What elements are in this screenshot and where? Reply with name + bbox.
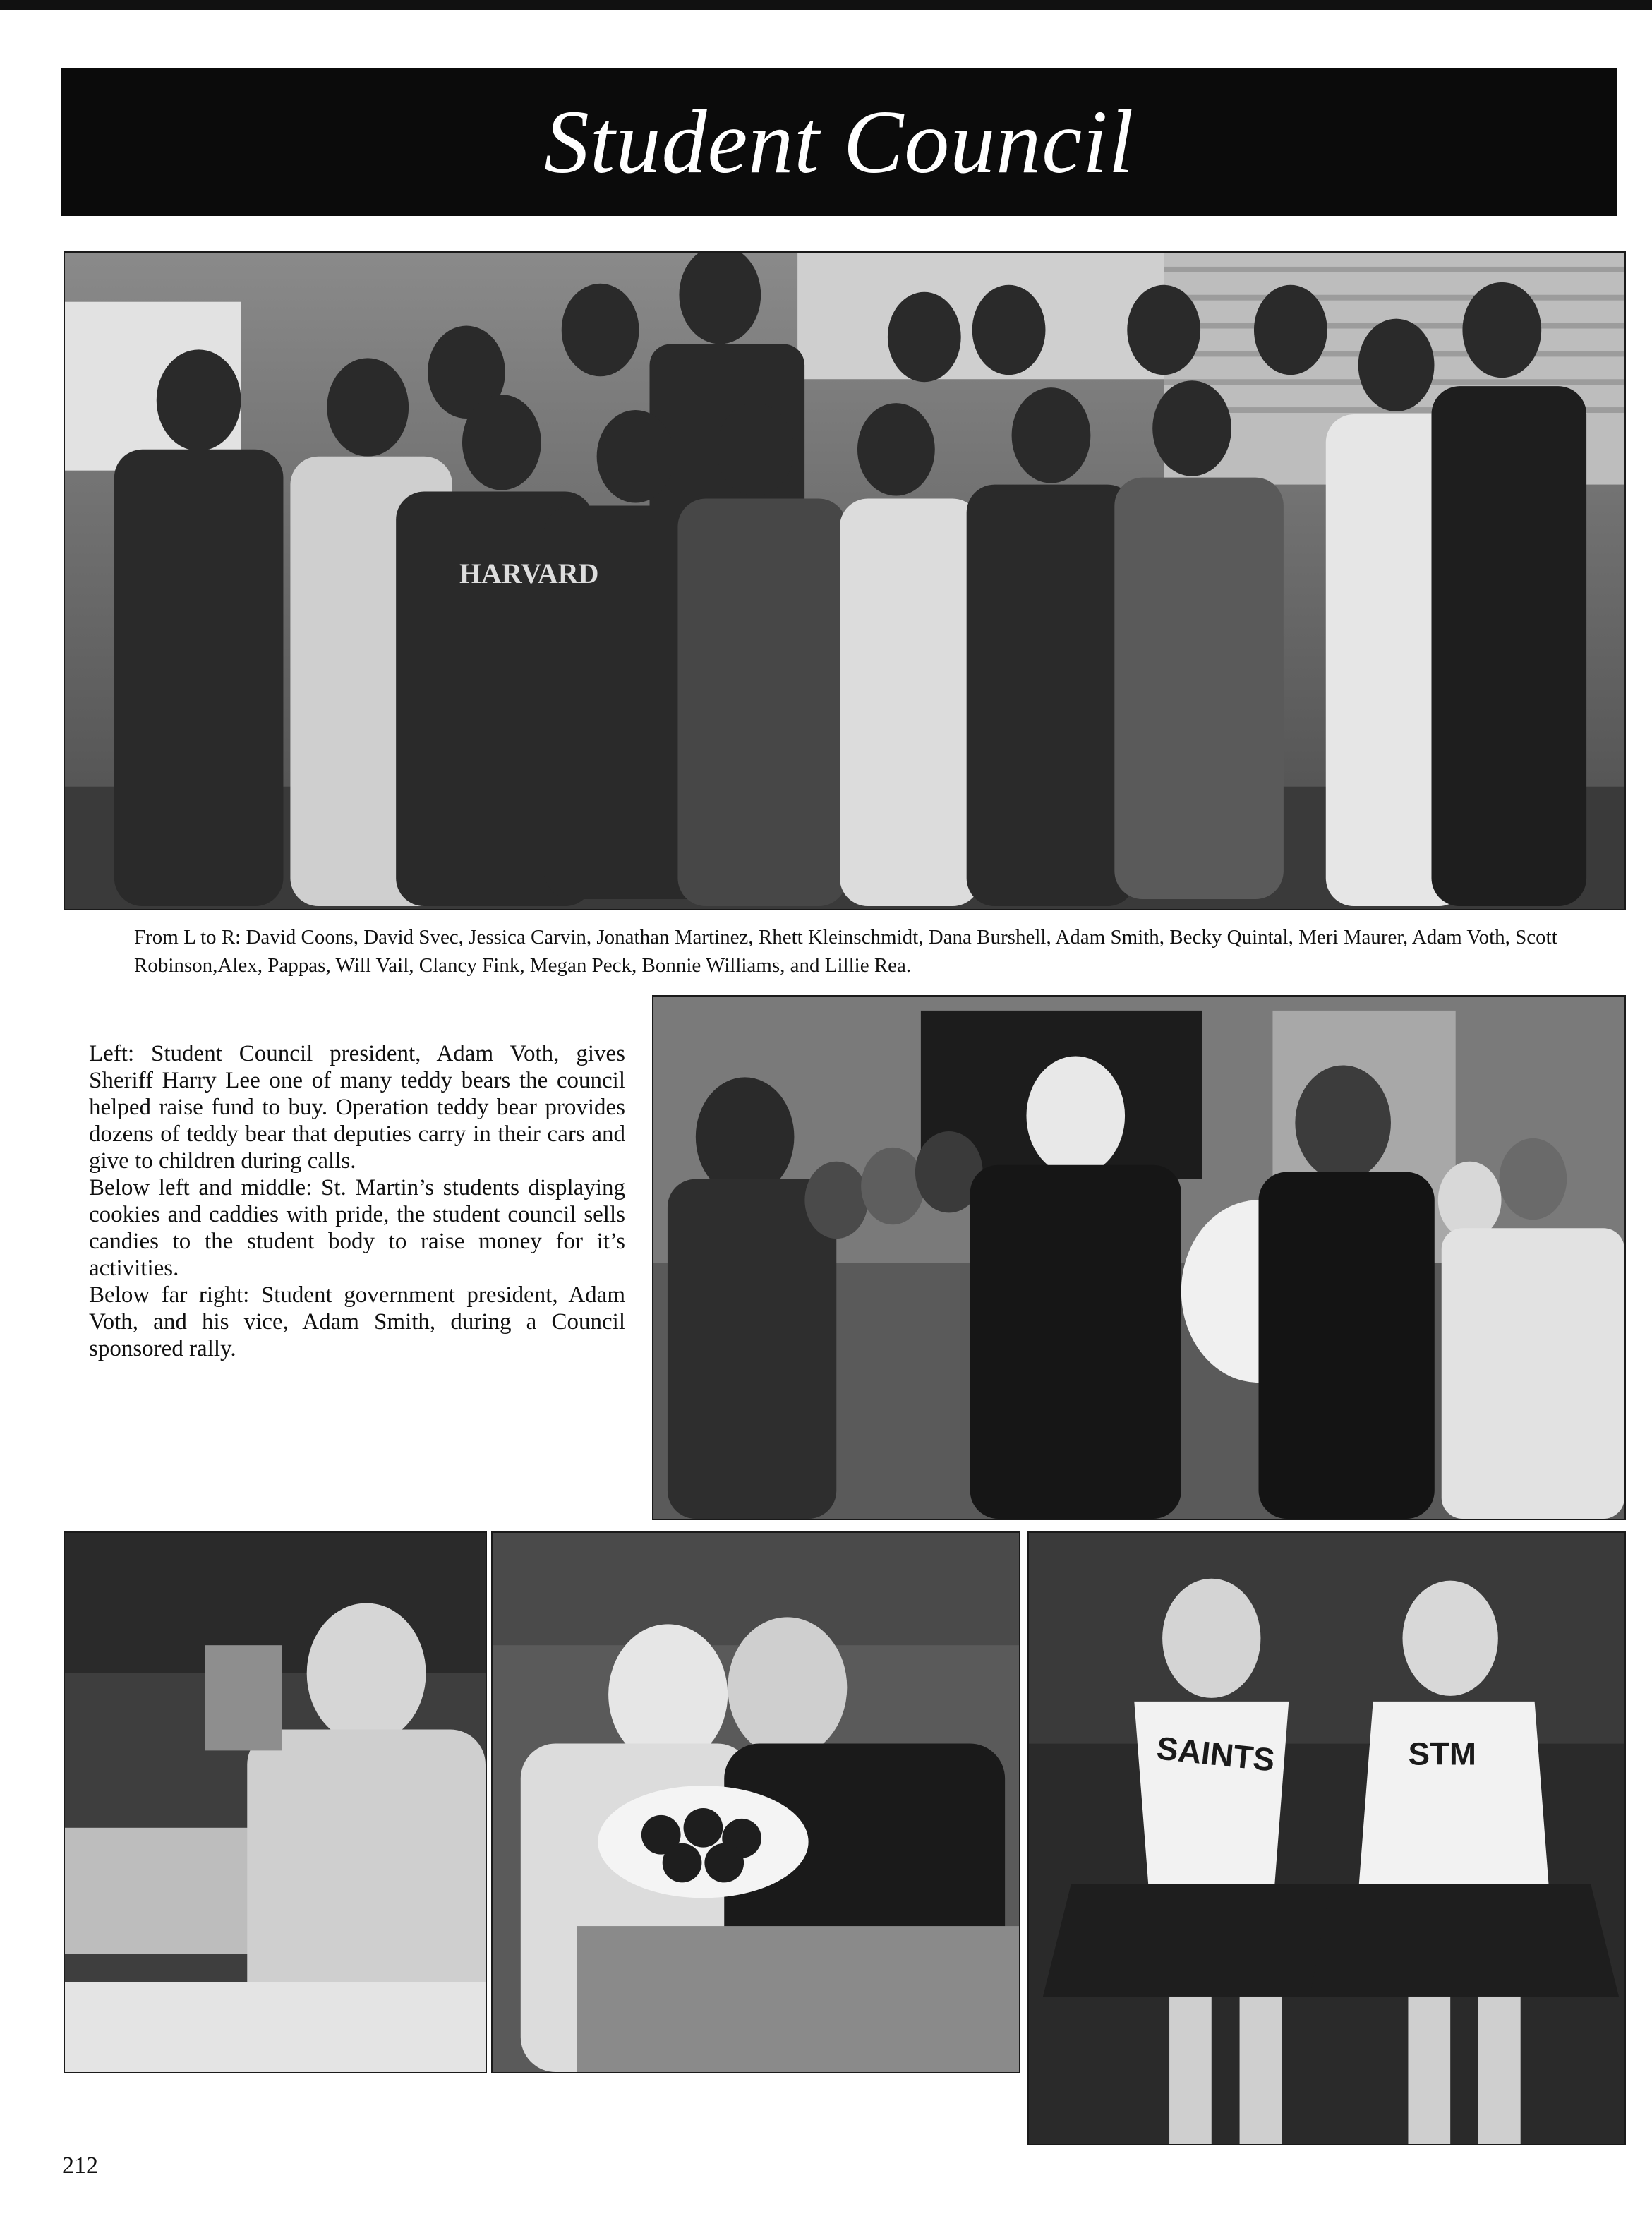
cookies-photo-image: [493, 1533, 1019, 2072]
saints-jersey-text: SAINTS: [1154, 1730, 1277, 1778]
group-photo: [64, 251, 1626, 910]
top-rule: [0, 0, 1652, 10]
side-caption-paragraph: Below far right: Student government president, Adam Voth, and his vice, Adam Smith, during a Council sponsored rally.: [89, 1282, 625, 1361]
page-number: 212: [62, 2153, 98, 2179]
side-caption-paragraph: Below left and middle: St. Martin’s students displaying cookies and caddies with pride, the student council sells candies to the student body to raise money for it’s activities.: [89, 1175, 625, 1281]
side-caption: [89, 1040, 625, 1362]
candy-photo-left-image: [65, 1533, 486, 2072]
page-title: Student Council: [543, 91, 1135, 192]
sheriff-photo-image: [653, 997, 1624, 1519]
group-photo-image: [65, 253, 1624, 909]
side-caption-paragraph: Left: Student Council president, Adam Voth, gives Sheriff Harry Lee one of many teddy bears the council helped raise fund to buy. Operation teddy bear provides dozens of teddy bear that deputies carry in their cars and give to children during calls.: [89, 1041, 625, 1174]
rally-cheerleader-photo: [1027, 1531, 1626, 2145]
harvard-sweatshirt-text: HARVARD: [459, 558, 599, 589]
candy-display-photo-left: [64, 1531, 487, 2073]
title-banner: [61, 68, 1617, 216]
sheriff-teddy-bear-photo: [652, 995, 1626, 1520]
group-photo-caption: From L to R: David Coons, David Svec, Jessica Carvin, Jonathan Martinez, Rhett Kleinschmidt, Dana Burshell, Adam Smith, Becky Quintal, Meri Maurer, Adam Voth, Scott Robinson,Alex, Pappas, Will Vail, Clancy Fink, Megan Peck, Bonnie Williams, and Lillie Rea.: [134, 926, 1557, 977]
stm-jersey-text: STM: [1408, 1735, 1477, 1772]
cookies-display-photo: [491, 1531, 1020, 2073]
rally-photo-image: [1029, 1533, 1624, 2144]
